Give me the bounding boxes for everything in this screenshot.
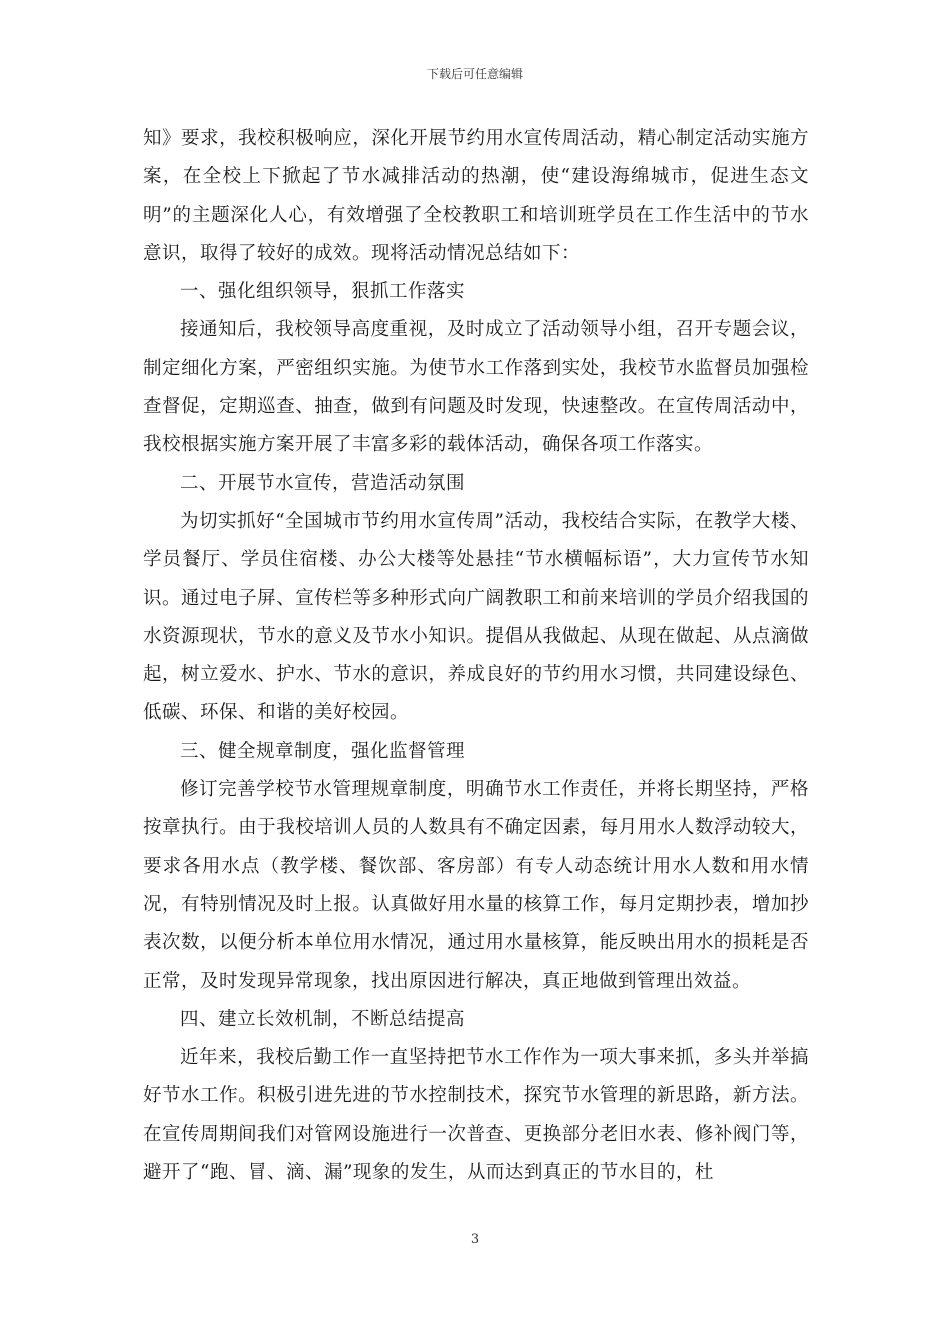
paragraph-section-1: 接通知后，我校领导高度重视，及时成立了活动领导小组，召开专题会议，制定细化方案，严密组织实施。为使节水工作落到实处，我校节水监督员加强检查督促，定期巡查、抽查，做到有问题及时发现，快速整改。在宣传周活动中，我校根据实施方案开展了丰富多彩的载体活动，确保各项工作落实。 [143,319,809,456]
page-number: 3 [470,1232,480,1247]
section-heading-3: 三、健全规章制度，强化监督管理 [180,740,466,762]
paragraph-section-4: 近年来，我校后勤工作一直坚持把节水工作作为一项大事来抓，多头并举搞好节水工作。积极引进先进的节水控制技术，探究节水管理的新思路，新方法。在宣传周期间我们对管网设施进行一次普查、更换部分老旧水表、修补阀门等，避开了“跑、冒、滴、漏”现象的发生，从而达到真正的节水目的，杜 [143,1047,809,1184]
page-header: 下载后可任意编辑 [426,67,523,81]
paragraph-section-2: 为切实抓好“全国城市节约用水宣传周”活动，我校结合实际，在教学大楼、学员餐厅、学员住宿楼、办公大楼等处悬挂“节水横幅标语”，大力宣传节水知识。通过电子屏、宣传栏等多种形式向广阔教职工和前来培训的学员介绍我国的水资源现状，节水的意义及节水小知识。提倡从我做起、从现在做起、从点滴做起，树立爱水、护水、节水的意识，养成良好的节约用水习惯，共同建设绿色、低碳、环保、和谐的美好校园。 [143,510,809,724]
document-body [143,120,809,1192]
paragraph-intro: 知》要求，我校积极响应，深化开展节约用水宣传周活动，精心制定活动实施方案，在全校上下掀起了节水减排活动的热潮，使“建设海绵城市，促进生态文明”的主题深化人心，有效增强了全校教职工和培训班学员在工作生活中的节水意识，取得了较好的成效。现将活动情况总结如下： [143,128,809,264]
section-heading-1: 一、强化组织领导，狠抓工作落实 [180,281,466,303]
section-heading-2: 二、开展节水宣传，营造活动氛围 [180,472,466,494]
section-heading-4: 四、建立长效机制，不断总结提高 [180,1008,466,1030]
paragraph-section-3: 修订完善学校节水管理规章制度，明确节水工作责任，并将长期坚持，严格按章执行。由于我校培训人员的人数具有不确定因素，每月用水人数浮动较大，要求各用水点（教学楼、餐饮部、客房部）有专人动态统计用水人数和用水情况，有特别情况及时上报。认真做好用水量的核算工作，每月定期抄表，增加抄表次数，以便分析本单位用水情况，通过用水量核算，能反映出用水的损耗是否正常，及时发现异常现象，找出原因进行解决，真正地做到管理出效益。 [143,779,809,992]
